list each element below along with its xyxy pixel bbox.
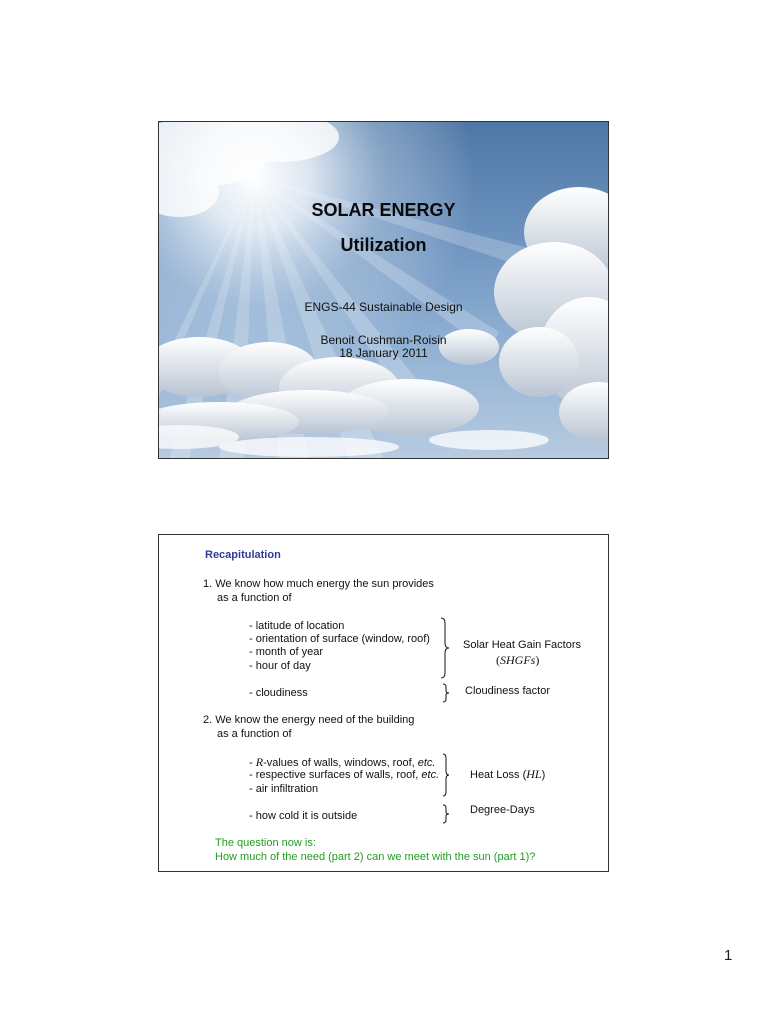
brace-icon [441, 753, 451, 797]
list-item: - R-values of walls, windows, roof, etc. [249, 755, 436, 769]
brace-icon [441, 683, 451, 703]
shgf-abbr: (SHGFs) [496, 653, 540, 667]
point1-line1: 1. We know how much energy the sun provides [203, 578, 434, 590]
slide-title: SOLAR ENERGY [311, 200, 456, 220]
degree-days-label: Degree-Days [470, 804, 535, 816]
shgf-label: Solar Heat Gain Factors [463, 639, 581, 651]
brace-icon [441, 804, 451, 824]
sky-background-image [159, 122, 609, 459]
point2-line1: 2. We know the energy need of the building [203, 714, 415, 726]
slide-subtitle: Utilization [340, 235, 427, 255]
presentation-date: 18 January 2011 [339, 346, 428, 360]
point1-line2: as a function of [217, 592, 292, 604]
slide-heading: Recapitulation [205, 549, 281, 561]
list-item: - latitude of location [249, 620, 345, 632]
list-item: - respective surfaces of walls, roof, etc. [249, 769, 440, 781]
question-intro: The question now is: [215, 837, 316, 849]
point2-line2: as a function of [217, 728, 292, 740]
course-name: ENGS-44 Sustainable Design [304, 300, 463, 314]
list-item: - month of year [249, 646, 323, 658]
list-item: - orientation of surface (window, roof) [249, 633, 430, 645]
cloudiness-label: Cloudiness factor [465, 685, 550, 697]
list-item: - how cold it is outside [249, 810, 358, 822]
list-item: - hour of day [249, 660, 311, 672]
heat-loss-label: Heat Loss (HL) [470, 767, 546, 781]
author-name: Benoit Cushman-Roisin [320, 333, 447, 347]
recapitulation-slide [158, 534, 609, 872]
question-text: How much of the need (part 2) can we meet with the sun (part 1)? [215, 851, 536, 863]
page-number: 1 [724, 947, 733, 964]
title-slide [158, 121, 609, 459]
list-item: - cloudiness [249, 687, 308, 699]
list-item: - air infiltration [249, 783, 319, 795]
brace-icon [439, 617, 451, 679]
